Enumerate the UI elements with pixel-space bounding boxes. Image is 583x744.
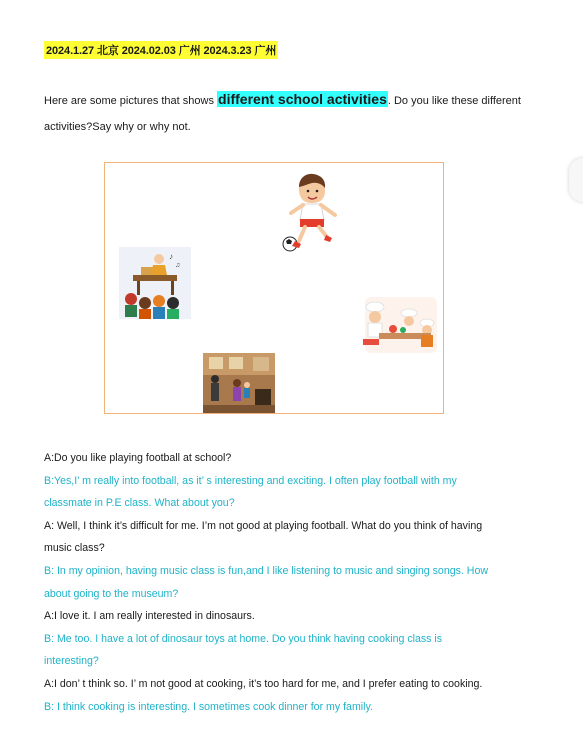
dialogue-line-b: about going to the museum? [44, 587, 179, 600]
dialogue-line-b: interesting? [44, 655, 99, 668]
dialogue-line-b: B: Me too. I have a lot of dinosaur toys at home. Do you think having cooking class is [44, 632, 443, 645]
music-class-icon [119, 247, 191, 319]
activities-picture-frame [104, 162, 444, 414]
intro-text-after: . Do you like these different activities?Say why or why not. [44, 95, 521, 133]
intro-paragraph [44, 86, 544, 140]
museum-visit-icon [203, 353, 275, 413]
dialogue-line-a: A:I don’ t think so. I’ m not good at cooking, it’s too hard for me, and I prefer eating to cooking. [44, 677, 483, 690]
intro-text-before: Here are some pictures that shows [44, 95, 218, 107]
svg-text:♫: ♫ [175, 262, 181, 269]
football-player-icon [277, 171, 345, 255]
highlighted-phrase: different school activities [218, 91, 387, 107]
dialogue-line-b: B: I think cooking is interesting. I sometimes cook dinner for my family. [44, 700, 373, 713]
cooking-class-icon [359, 295, 439, 355]
dialogue-line-a: A: Well, I think it’s difficult for me. I’m not good at playing football. What do you think of having [44, 519, 483, 532]
dialogue-line-b: B: In my opinion, having music class is fun,and I like listening to music and singing songs. How [44, 564, 488, 577]
svg-text:♪: ♪ [169, 252, 173, 261]
date-line: 2024.1.27 北京 2024.02.03 广州 2024.3.23 广州 [44, 41, 278, 59]
dialogue-line-b: classmate in P.E class. What about you? [44, 497, 235, 510]
dialogue-line-a: music class? [44, 542, 105, 555]
dialogue-line-a: A:Do you like playing football at school? [44, 452, 232, 464]
dialogue [44, 447, 544, 718]
side-scroll-handle[interactable] [569, 158, 583, 202]
dialogue-line-a: A:I love it. I am really interested in dinosaurs. [44, 610, 255, 623]
dialogue-line-b: B:Yes,I’ m really into football, as it’ s interesting and exciting. I often play football with my [44, 474, 457, 487]
